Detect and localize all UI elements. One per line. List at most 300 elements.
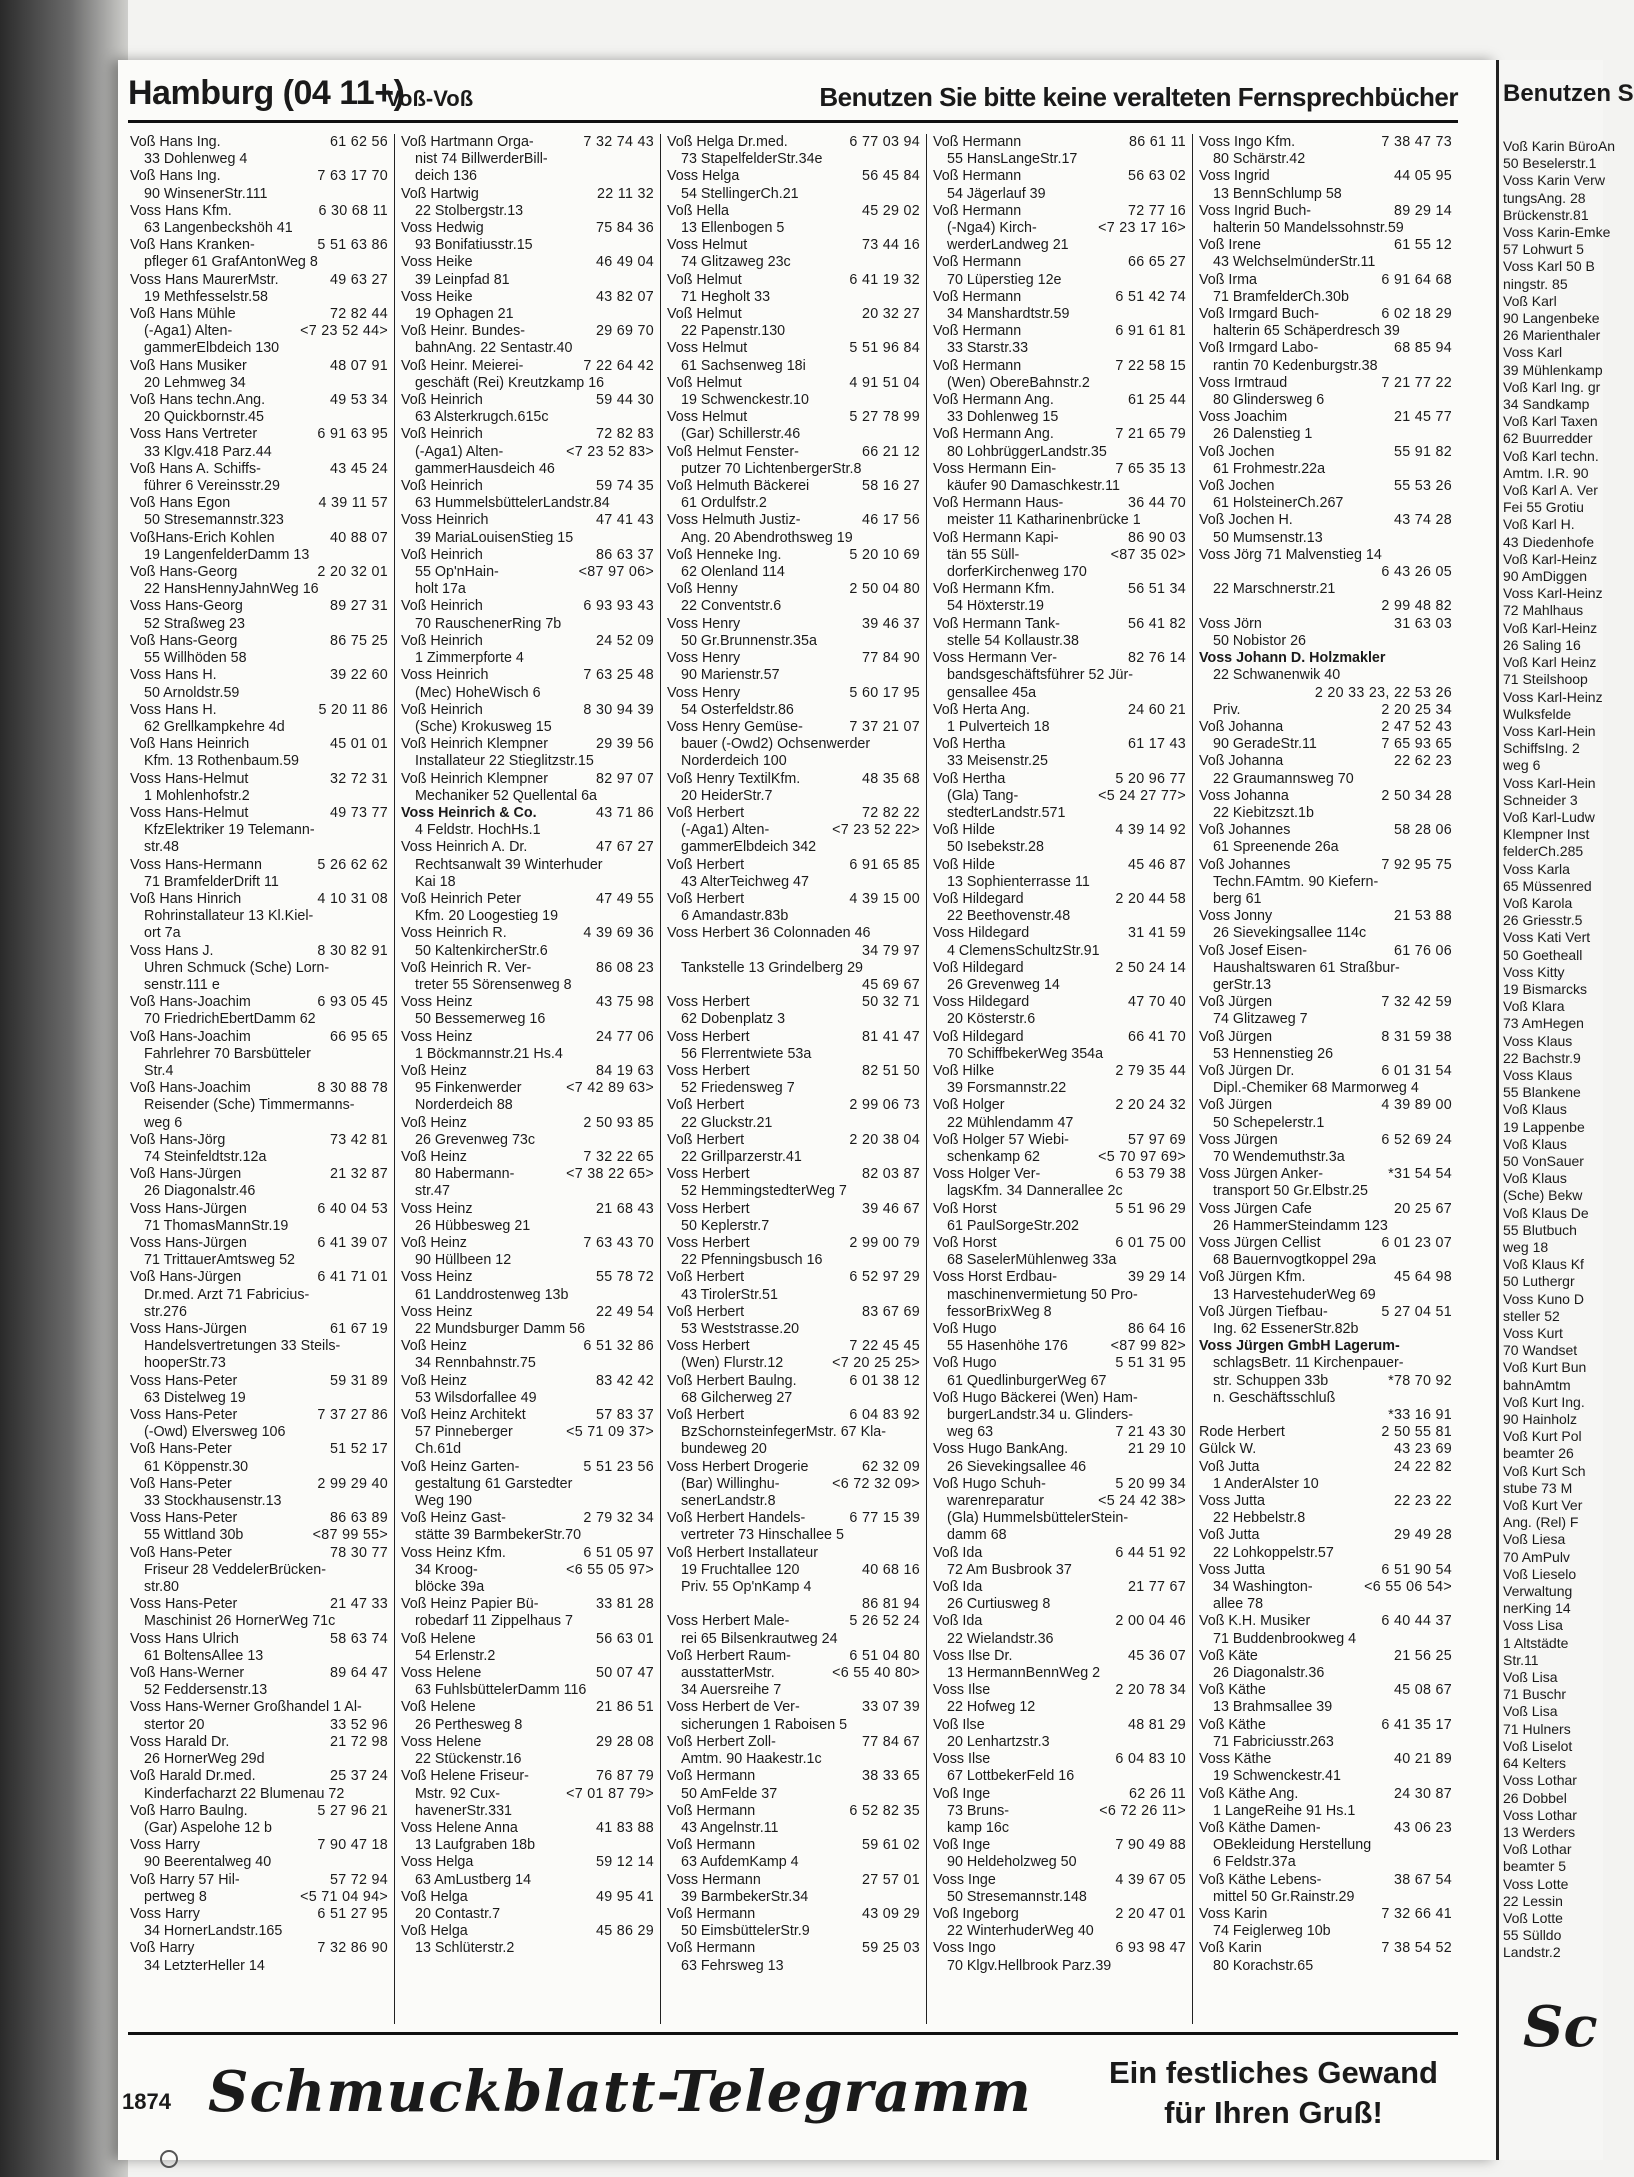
listing-text: Voß Herbert [667,1269,745,1286]
phone-number: 7 22 58 15 [1115,357,1186,374]
listing-continuation [401,375,654,392]
listing-continuation [933,1252,1186,1269]
listing-text: 90 Marienstr.57 [681,667,780,684]
listing-text: str.276 [144,1303,187,1320]
listing-continuation [1199,426,1452,443]
listing-text: 63 Distelweg 19 [144,1389,246,1406]
listing-continuation [667,1854,920,1871]
listing-entry [667,547,920,564]
listing-text: Voß Hugo Schuh- [933,1475,1046,1492]
listing-continuation [933,1115,1186,1132]
listing-entry [130,1441,388,1458]
phone-number: 55 78 72 [595,1269,654,1286]
phone-number: 41 83 88 [595,1819,654,1836]
next-page-line: 65 Müssenred [1503,877,1592,894]
next-page-line: Voß Lotte [1503,1909,1563,1926]
listing-continuation [1199,1373,1452,1390]
listing-text: 50 EimsbüttelerStr.9 [681,1923,810,1940]
listing-text: 22 Stolbergstr.13 [415,202,524,219]
listing-text: 34 HornerLandstr.165 [144,1923,283,1940]
listing-continuation [130,1854,388,1871]
listing-entry [667,1166,920,1183]
listing-continuation [130,186,388,203]
listing-entry [933,1717,1186,1734]
listing-text: Voß Herbert [667,1097,745,1114]
listing-continuation [130,1923,388,1940]
listing-text: BzSchornsteinfegerMstr. 67 Kla- [681,1424,887,1441]
listing-text: Voss Irmtraud [1199,374,1288,391]
listing-text: havenerStr.331 [415,1802,512,1819]
listing-continuation [401,753,654,770]
listing-entry [130,1029,388,1046]
listing-text: Voß Helmut Fenster- [667,443,799,460]
phone-number: 86 08 23 [595,959,654,976]
listing-continuation [933,667,1186,684]
listing-entry [130,1510,388,1527]
listing-text: Voß Hans Ing. [130,168,221,185]
listing-continuation [667,874,920,891]
phone-number: 34 79 97 [861,942,920,959]
listing-text: Voss Heinrich [401,667,489,684]
listing-text: Voß Harro Baulng. [130,1802,248,1819]
listing-text: 50 Stresemannstr.323 [144,512,284,529]
listing-continuation [933,1889,1186,1906]
phone-number: 40 21 89 [1393,1751,1452,1768]
listing-column-5 [1192,134,1458,2024]
phone-number: 2 79 35 44 [1115,1062,1186,1079]
listing-text: Voss Helene [401,1665,482,1682]
listing-entry [1199,1029,1452,1046]
phone-number: 7 32 22 65 [583,1148,654,1165]
listing-entry [667,1510,920,1527]
listing-continuation [1199,1287,1452,1304]
phone-number: 6 01 38 12 [849,1372,920,1389]
phone-number: 89 29 14 [1393,202,1452,219]
listing-column-2 [394,134,660,2024]
listing-text: Fahrlehrer 70 Barsbütteler [144,1045,311,1062]
listing-entry [130,1631,388,1648]
listing-continuation [933,1183,1186,1200]
listing-continuation [1199,254,1452,271]
listing-continuation [401,168,654,185]
next-page-fragment [1496,60,1634,2160]
listing-continuation [933,1631,1186,1648]
phone-number: 6 93 98 47 [1115,1940,1186,1957]
listing-text: 26 Diagonalstr.46 [144,1183,256,1200]
listing-entry [933,1063,1186,1080]
listing-continuation [667,598,920,615]
next-page-line: beamter 5 [1503,1858,1567,1875]
listing-text: Voss Harry [130,1837,200,1854]
listing-entry [401,1768,654,1785]
next-page-line: 71 Hulners [1503,1720,1571,1737]
phone-number: 72 82 22 [861,804,920,821]
listing-continuation [933,633,1186,650]
phone-number: 2 20 25 34 [1381,701,1452,718]
phone-number: 7 32 42 59 [1381,994,1452,1011]
phone-number: 29 49 28 [1393,1527,1452,1544]
phone-number: 2 20 38 04 [849,1131,920,1148]
listing-continuation [401,1046,654,1063]
phone-number: 6 91 64 68 [1381,271,1452,288]
listing-text: Voss Jutta [1199,1493,1265,1510]
listing-continuation [933,977,1186,994]
listing-continuation [401,1166,654,1183]
punch-hole [160,2150,178,2168]
listing-continuation [667,1115,920,1132]
listing-text: 50 Arnoldstr.59 [144,684,240,701]
listing-entry [667,168,920,185]
listing-text: Voß Hans Heinrich [130,736,250,753]
listing-text: 26 HornerWeg 29d [144,1751,265,1768]
listing-text: geschäft (Rei) Kreutzkamp 16 [415,374,605,391]
next-page-line: Amtm. I.R. 90 [1503,464,1589,481]
listing-continuation [1199,839,1452,856]
phone-number: 43 75 98 [595,994,654,1011]
phone-number: 5 26 52 24 [849,1613,920,1630]
listing-entry [401,960,654,977]
listing-text: 95 Finkenwerder [415,1080,522,1097]
phone-number: 44 05 95 [1393,168,1452,185]
listing-entry [667,1029,920,1046]
listing-text: 62 Dobenplatz 3 [681,1011,786,1028]
listing-text: Uhren Schmuck (Sche) Lorn- [144,959,330,976]
listing-entry [1199,168,1452,185]
listing-entry [401,1510,654,1527]
listing-text: 26 Perthesweg 8 [415,1716,523,1733]
listing-text: Voß Hermann Ang. [933,426,1054,443]
listing-text: 50 Bessemerweg 16 [415,1011,546,1028]
listing-text: Mechaniker 52 Quellental 6a [415,787,597,804]
phone-number: 5 27 96 21 [317,1802,388,1819]
next-page-line: Voß Karl Heinz [1503,654,1597,671]
next-page-line: Voss Lothar [1503,1772,1577,1789]
phone-number: 48 07 91 [329,357,388,374]
listing-text: Reisender (Sche) Timmermanns- [144,1097,355,1114]
listing-entry [1199,409,1452,426]
listing-text: bauer (-Owd2) Ochsenwerder [681,736,871,753]
listing-text: (Gar) Schillerstr.46 [681,426,801,443]
listing-entry [401,1854,654,1871]
listing-text: 61 HolsteinerCh.267 [1213,495,1344,512]
listing-text: meister 11 Katharinenbrücke 1 [947,512,1141,529]
listing-text: Voß Käthe Lebens- [1199,1871,1322,1888]
listing-text: pertweg 8 [144,1888,207,1905]
listing-text: Voß Ilse [933,1716,985,1733]
next-page-line: Voss Klaus [1503,1066,1573,1083]
listing-continuation [1199,1596,1452,1613]
listing-text: 6 Feldstr.37a [1213,1854,1296,1871]
listing-continuation [130,1682,388,1699]
listing-entry [401,1235,654,1252]
listing-continuation [401,581,654,598]
listing-text: 61 Spreenende 26a [1213,839,1339,856]
listing-text: str. Schuppen 33b [1213,1372,1329,1389]
phone-number: 5 20 99 34 [1115,1475,1186,1492]
phone-number: <7 01 87 79> [566,1785,654,1802]
listing-continuation [130,220,388,237]
next-page-line: Voss Lisa [1503,1617,1563,1634]
listing-text: 22 Marschnerstr.21 [1213,581,1336,598]
phone-number: 59 74 35 [595,478,654,495]
listing-continuation [933,237,1186,254]
listing-text: Voß Helmut [667,306,742,323]
listing-text: Friseur 28 VeddelerBrücken- [144,1561,326,1578]
listing-text: Voß Hans-Joachim [130,1028,251,1045]
listing-text: Voß Jutta [1199,1458,1260,1475]
listing-entry [401,1699,654,1716]
listing-text: Priv. [1213,701,1241,718]
listing-column-4 [926,134,1192,2024]
listing-text: 34 Rennbahnstr.75 [415,1355,536,1372]
phone-number: 7 38 54 52 [1381,1940,1452,1957]
phone-number: 66 95 65 [329,1028,388,1045]
listing-entry [667,1269,920,1286]
listing-entry [667,1803,920,1820]
phone-number: 82 97 07 [595,770,654,787]
phone-number: 7 21 77 22 [1381,374,1452,391]
listing-text: Norderdeich 88 [415,1097,513,1114]
listing-text: 61 Frohmestr.22a [1213,460,1326,477]
listing-continuation [667,358,920,375]
phone-number: 21 45 77 [1393,409,1452,426]
phone-number: 76 87 79 [595,1768,654,1785]
listing-text: Voss Hans-Werner Großhandel 1 Al- [130,1699,362,1716]
listing-continuation [1199,960,1452,977]
directory-page [118,60,1498,2160]
phone-number: 61 55 12 [1393,237,1452,254]
listing-continuation [401,1218,654,1235]
listing-text: Voß Heinrich [401,701,483,718]
listing-entry [130,530,388,547]
listing-continuation [1199,323,1452,340]
next-page-line: stube 73 M [1503,1479,1573,1496]
listing-continuation [401,1390,654,1407]
listing-entry [667,1132,920,1149]
next-page-line: Voss Lotte [1503,1875,1569,1892]
listing-text: (-Owd) Elversweg 106 [144,1424,286,1441]
next-page-line: Verwaltung [1503,1583,1573,1600]
next-page-line: 39 Mühlenkamp [1503,361,1603,378]
phone-number: 45 46 87 [1127,856,1186,873]
listing-entry [401,547,654,564]
phone-number: <87 99 82> [1110,1338,1186,1355]
listing-text: 52 Friedensweg 7 [681,1080,795,1097]
listing-text: Voß K.H. Musiker [1199,1613,1311,1630]
phone-number: 29 39 56 [595,736,654,753]
next-page-line: Voß Karl Ing. gr [1503,378,1601,395]
listing-text: Voß Helga [401,1888,468,1905]
listing-text: Voß Heinrich R. Ver- [401,959,532,976]
listing-text: 20 Kösterstr.6 [947,1011,1036,1028]
phone-number: 2 20 33 23, 22 53 26 [1314,684,1452,701]
listing-entry [933,323,1186,340]
phone-number: 21 72 98 [329,1733,388,1750]
listing-text: Voss Inge [933,1871,996,1888]
listing-text: 74 Feiglerweg 10b [1213,1923,1331,1940]
next-page-line: Voß Lisa [1503,1669,1558,1686]
listing-entry [130,805,388,822]
phone-number: 39 29 14 [1127,1269,1186,1286]
phone-number: 57 72 94 [329,1871,388,1888]
phone-number: 57 97 69 [1127,1131,1186,1148]
phone-number: 45 29 02 [861,202,920,219]
listing-continuation [401,203,654,220]
listing-text: lagsKfm. 34 Dannerallee 2c [947,1183,1123,1200]
phone-number: 6 02 18 29 [1381,306,1452,323]
next-page-line: Voss Kitty [1503,963,1565,980]
listing-text: 55 Op'nHain- [415,564,499,581]
listing-text: Voß Heinz [401,1338,467,1355]
listing-text: bahnAng. 22 Sentastr.40 [415,340,573,357]
listing-entry [933,1751,1186,1768]
listing-text: Voss Henry [667,650,741,667]
listing-text: Voß Heinr. Meierei- [401,357,524,374]
listing-entry [1199,719,1452,736]
listing-text: Voß Herbert [667,1407,745,1424]
listing-text: Voss Heike [401,254,473,271]
phone-number: 5 51 96 29 [1115,1200,1186,1217]
listing-continuation [933,1734,1186,1751]
listing-continuation [667,495,920,512]
phone-number: 33 07 39 [861,1699,920,1716]
next-page-line: 26 Griesstr.5 [1503,912,1583,929]
next-page-line: 90 Hainholz [1503,1411,1577,1428]
listing-text: Voß Heinz [401,1148,467,1165]
next-page-line: Schneider 3 [1503,791,1578,808]
listing-text: 68 SaselerMühlenweg 33a [947,1252,1117,1269]
listing-continuation [1199,1923,1452,1940]
listing-text: Voss Hans-Peter [130,1372,238,1389]
listing-continuation [667,1751,920,1768]
listing-continuation [401,1682,654,1699]
phone-number: 43 71 86 [595,804,654,821]
listing-text: Voss Heike [401,288,473,305]
phone-number: 86 61 11 [1129,134,1186,150]
listing-text: 50 KaltenkircherStr.6 [415,942,548,959]
phone-number: 24 22 82 [1393,1458,1452,1475]
listing-text: Voß Heinrich [401,632,483,649]
listing-entry [130,1596,388,1613]
listing-text: (-Aga1) Alten- [681,822,770,839]
listing-entry [933,530,1186,547]
phone-number: 86 63 89 [329,1510,388,1527]
listing-entry [401,1269,654,1286]
listing-text: 63 FuhlsbüttelerDamm 116 [415,1682,587,1699]
listing-text: Voss Helga [401,1854,474,1871]
listing-continuation [130,1115,388,1132]
listing-text: 34 Washington- [1213,1579,1313,1596]
listing-entry [1199,1872,1452,1889]
listing-text: nist 74 BillwerderBill- [415,151,548,168]
listing-text: 22 Beethovenstr.48 [947,908,1071,925]
listing-text: Voss Jürgen GmbH Lagerum- [1199,1338,1400,1355]
listing-entry [667,1613,920,1630]
listing-continuation [667,1476,920,1493]
listing-text: schenkamp 62 [947,1148,1040,1165]
listing-continuation [401,1717,654,1734]
listing-text: Installateur 22 Stieglitzstr.15 [415,753,594,770]
listing-entry [1199,272,1452,289]
phone-number: 47 41 43 [595,512,654,529]
phone-number: 6 40 04 53 [317,1200,388,1217]
listing-text: 33 Stockhausenstr.13 [144,1493,282,1510]
listing-text: Voß Heinrich Peter [401,890,521,907]
phone-number: 2 99 29 40 [317,1475,388,1492]
listing-continuation [667,1958,920,1975]
listing-entry [667,306,920,323]
listing-entry [130,392,388,409]
listing-text: 33 Dohlenweg 15 [947,409,1059,426]
listing-entry [1199,1063,1452,1080]
listing-entry [933,925,1186,942]
listing-entry [401,358,654,375]
phone-number: 8 31 59 38 [1381,1028,1452,1045]
listing-text: Voß Hans-Jürgen [130,1269,242,1286]
listing-entry [933,1097,1186,1114]
listing-entry [933,702,1186,719]
phone-number: 2 50 34 28 [1381,787,1452,804]
listing-entry [667,616,920,633]
listing-text: stelle 54 Kollaustr.38 [947,632,1079,649]
listing-text: 70 Klgv.Hellbrook Parz.39 [947,1957,1112,1974]
listing-text: 63 Fehrsweg 13 [681,1957,784,1974]
ad-line-1: Ein festliches Gewand [1108,2055,1438,2090]
listing-continuation [667,426,920,443]
listing-entry [130,358,388,375]
listing-text: Voß Harry 57 Hil- [130,1871,240,1888]
listing-entry [1199,478,1452,495]
listing-text: Voß Herbert Zoll- [667,1733,776,1750]
phone-number: 47 49 55 [595,890,654,907]
listing-text: str.48 [144,839,179,856]
listing-text: 1 Zimmerpforte 4 [415,650,524,667]
phone-number: 7 22 45 45 [849,1338,920,1355]
listing-continuation [401,1441,654,1458]
phone-number: 33 52 96 [329,1716,388,1733]
listing-text: Voß Jürgen [1199,994,1273,1011]
listing-text: 43 AlterTeichweg 47 [681,873,809,890]
listing-entry [1199,1459,1452,1476]
listing-continuation [1199,220,1452,237]
listing-text: 26 Hübbesweg 21 [415,1217,531,1234]
phone-number: 6 93 93 43 [583,598,654,615]
next-page-line: weg 18 [1503,1239,1549,1255]
listing-continuation [401,1579,654,1596]
listing-text: 13 Ellenbogen 5 [681,220,785,237]
next-page-line: 73 AmHegen [1503,1015,1584,1032]
listing-text: berg 61 [1213,890,1262,907]
listing-continuation [401,1476,654,1493]
phone-number: <5 71 09 37> [566,1424,654,1441]
listing-text: Voß Heinrich [401,478,483,495]
listing-continuation [401,616,654,633]
listing-continuation [401,564,654,581]
listing-text: 56 Flerrentwiete 53a [681,1045,812,1062]
phone-number: <7 23 52 44> [300,323,388,340]
phone-number: 6 51 42 74 [1115,288,1186,305]
listing-text: Voss Helmut [667,237,748,254]
listing-entry [1199,444,1452,461]
listing-text: Voß Heinz Gast- [401,1510,506,1527]
listing-entry [401,254,654,271]
listing-entry [667,340,920,357]
listing-text: Voss Joachim [1199,409,1288,426]
listing-text: (Wen) Flurstr.12 [681,1355,784,1372]
listing-text: Voß Henneke Ing. [667,546,782,563]
listing-continuation [401,943,654,960]
next-page-line: Voss Karin-Emke [1503,224,1611,241]
